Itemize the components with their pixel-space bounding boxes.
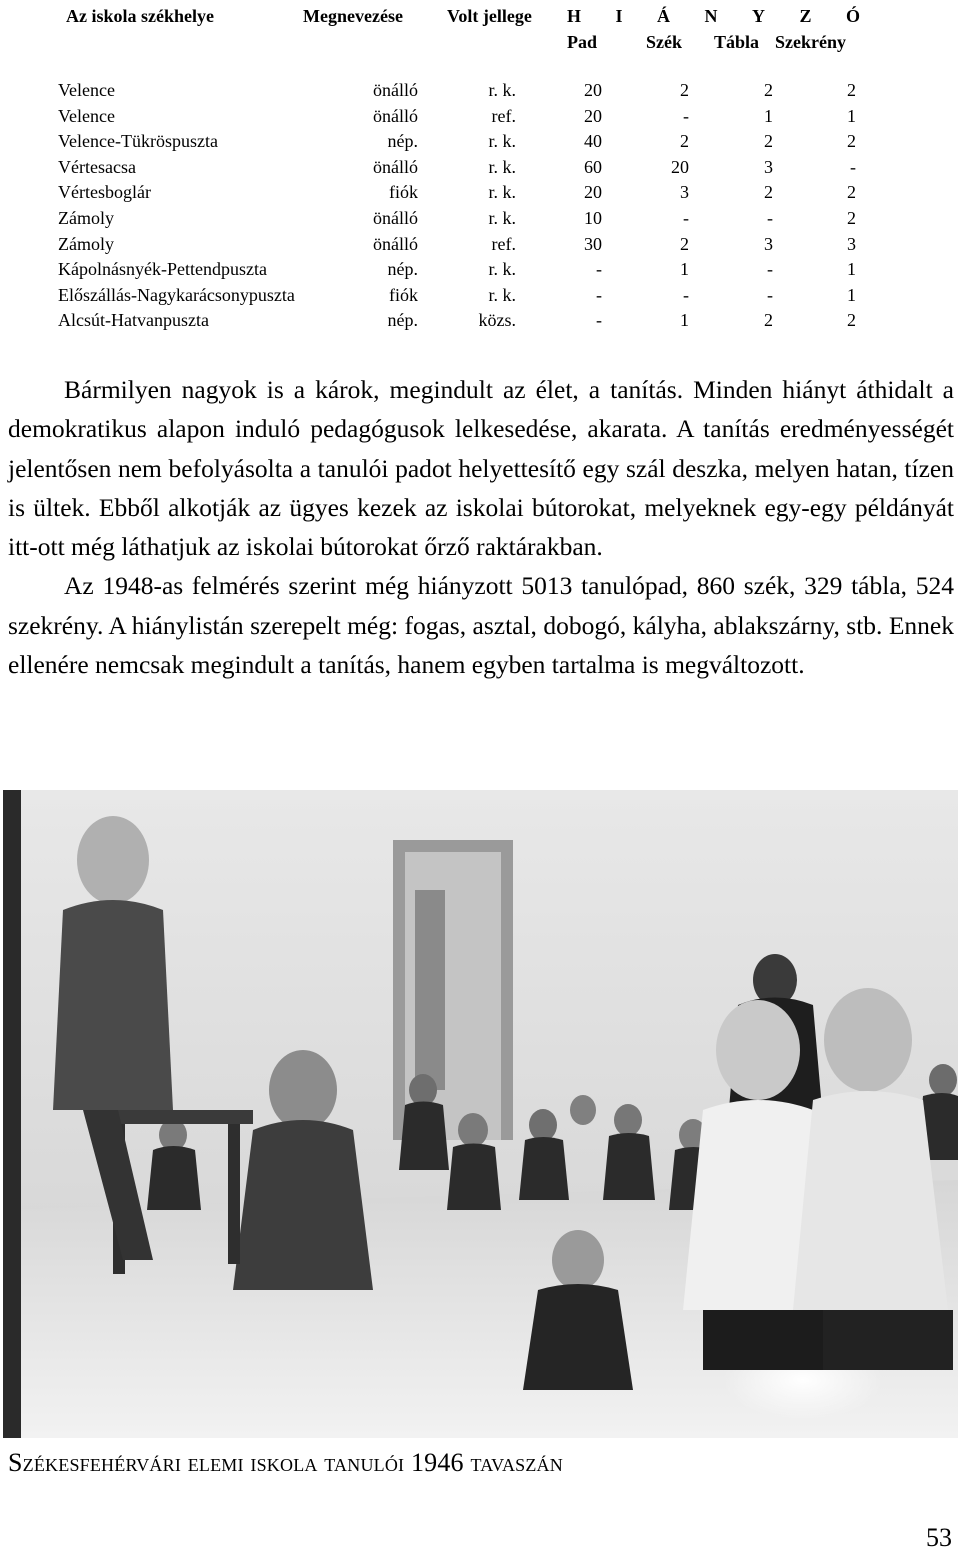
cell-szekreny: 1 (847, 105, 856, 126)
header-name: Megnevezése (303, 6, 403, 26)
table-body (0, 80, 960, 336)
cell-pad: 20 (584, 80, 602, 100)
cell-pad: 30 (584, 233, 602, 254)
cell-szekreny: 2 (847, 131, 856, 152)
cell-type: r. k. (488, 156, 516, 177)
cell-school: Velence (58, 105, 115, 126)
cell-szek: - (683, 284, 689, 305)
table-row (0, 106, 960, 132)
cell-szek: 1 (680, 310, 689, 331)
cell-name: nép. (387, 131, 418, 152)
header-pad: Pad (567, 32, 598, 52)
cell-tabla: 1 (764, 105, 773, 126)
cell-type: ref. (491, 233, 516, 254)
table-row (0, 182, 960, 208)
cell-tabla: 3 (764, 156, 773, 177)
cell-pad: 10 (584, 207, 602, 228)
cell-tabla: 2 (764, 80, 773, 100)
header-hiany-letter: I (615, 6, 623, 26)
table-row (0, 157, 960, 183)
table-header (0, 4, 960, 56)
cell-szek: 2 (680, 233, 689, 254)
cell-school: Alcsút-Hatvanpuszta (58, 310, 209, 331)
page-number: 53 (926, 1523, 952, 1552)
table-row (0, 80, 960, 106)
header-type: Volt jellege (447, 6, 532, 26)
classroom-photo (3, 790, 958, 1438)
cell-tabla: - (767, 284, 773, 305)
cell-tabla: 2 (764, 310, 773, 331)
cell-name: önálló (373, 105, 418, 126)
cell-szek: 2 (680, 131, 689, 152)
cell-szek: 1 (680, 259, 689, 280)
cell-tabla: - (767, 207, 773, 228)
header-hiany-letter: Z (799, 6, 812, 26)
cell-szekreny: 3 (847, 233, 856, 254)
cell-type: r. k. (488, 80, 516, 100)
cell-szek: 3 (680, 182, 689, 203)
cell-school: Vértesboglár (58, 182, 151, 203)
table-row (0, 310, 960, 336)
body-text (8, 370, 954, 684)
cell-pad: - (596, 284, 602, 305)
cell-tabla: 2 (764, 131, 773, 152)
cell-szek: 20 (671, 156, 689, 177)
cell-szekreny: 2 (847, 310, 856, 331)
cell-name: fiók (389, 284, 418, 305)
cell-school: Kápolnásnyék-Pettendpuszta (58, 259, 267, 280)
cell-szekreny: 2 (847, 182, 856, 203)
cell-pad: 60 (584, 156, 602, 177)
cell-school: Zámoly (58, 207, 114, 228)
cell-tabla: 3 (764, 233, 773, 254)
photo-caption: Székesfehérvári elemi iskola tanulói 1946 tavaszán (8, 1448, 563, 1477)
header-tabla: Tábla (714, 32, 760, 52)
cell-szekreny: - (850, 156, 856, 177)
paragraph: Az 1948-as felmérés szerint még hiányzott 5013 tanulópad, 860 szék, 329 tábla, 524 szekrény. A hiánylistán szerepelt még: fogas, asztal, dobogó, kályha, ablakszárny, stb. Ennek ellenére nemcsak megindult a tanítás, hanem egyben tartalma is megváltozott. (8, 571, 954, 680)
cell-name: fiók (389, 182, 418, 203)
table-row (0, 208, 960, 234)
cell-type: ref. (491, 105, 516, 126)
cell-szek: - (683, 207, 689, 228)
cell-szekreny: 1 (847, 259, 856, 280)
table-row (0, 131, 960, 157)
cell-school: Vértesacsa (58, 156, 136, 177)
header-szek: Szék (646, 32, 682, 52)
header-szekreny: Szekrény (775, 32, 846, 52)
header-hiany-letter: Á (657, 6, 670, 26)
header-hiany-letter: H (567, 6, 582, 26)
cell-type: r. k. (488, 284, 516, 305)
paragraph: Bármilyen nagyok is a károk, megindult az élet, a tanítás. Minden hiányt áthidalt a demokratikus alapon induló pedagógusok lelkesedése, akarata. A tanítás eredményességét jelentősen nem befolyásolta a tanulói padot helyettesítő egy szál deszka, melyen hatan, tízen is ültek. Ebből alkotják az ügyes kezek az iskolai bútorokat, melyeknek egy-egy példányát itt-ott még láthatjuk az iskolai bútorokat őrző raktárakban. (8, 375, 954, 562)
cell-type: közs. (478, 310, 516, 331)
cell-tabla: 2 (764, 182, 773, 203)
cell-szekreny: 2 (847, 207, 856, 228)
table-row (0, 259, 960, 285)
cell-type: r. k. (488, 182, 516, 203)
cell-szek: - (683, 105, 689, 126)
cell-pad: 20 (584, 182, 602, 203)
cell-pad: 40 (584, 131, 602, 152)
cell-tabla: - (767, 259, 773, 280)
cell-name: önálló (373, 156, 418, 177)
cell-school: Előszállás-Nagykarácsonypuszta (58, 284, 295, 305)
header-hiany (567, 6, 860, 27)
cell-pad: - (596, 259, 602, 280)
cell-school: Zámoly (58, 233, 114, 254)
cell-szekreny: 1 (847, 284, 856, 305)
header-hiany-letter: Y (751, 6, 765, 26)
table-row (0, 234, 960, 260)
cell-school: Velence-Tükröspuszta (58, 131, 218, 152)
cell-szek: 2 (680, 80, 689, 100)
cell-type: r. k. (488, 131, 516, 152)
cell-school: Velence (58, 80, 115, 100)
cell-name: nép. (387, 310, 418, 331)
cell-pad: 20 (584, 105, 602, 126)
cell-szekreny: 2 (847, 80, 856, 100)
header-hiany-letter: N (704, 6, 718, 26)
cell-type: r. k. (488, 207, 516, 228)
cell-name: önálló (373, 207, 418, 228)
cell-name: önálló (373, 80, 418, 100)
cell-name: önálló (373, 233, 418, 254)
header-school: Az iskola székhelye (66, 6, 214, 26)
table-row (0, 285, 960, 311)
header-hiany-letter: Ó (845, 6, 860, 26)
cell-name: nép. (387, 259, 418, 280)
cell-type: r. k. (488, 259, 516, 280)
cell-pad: - (596, 310, 602, 331)
